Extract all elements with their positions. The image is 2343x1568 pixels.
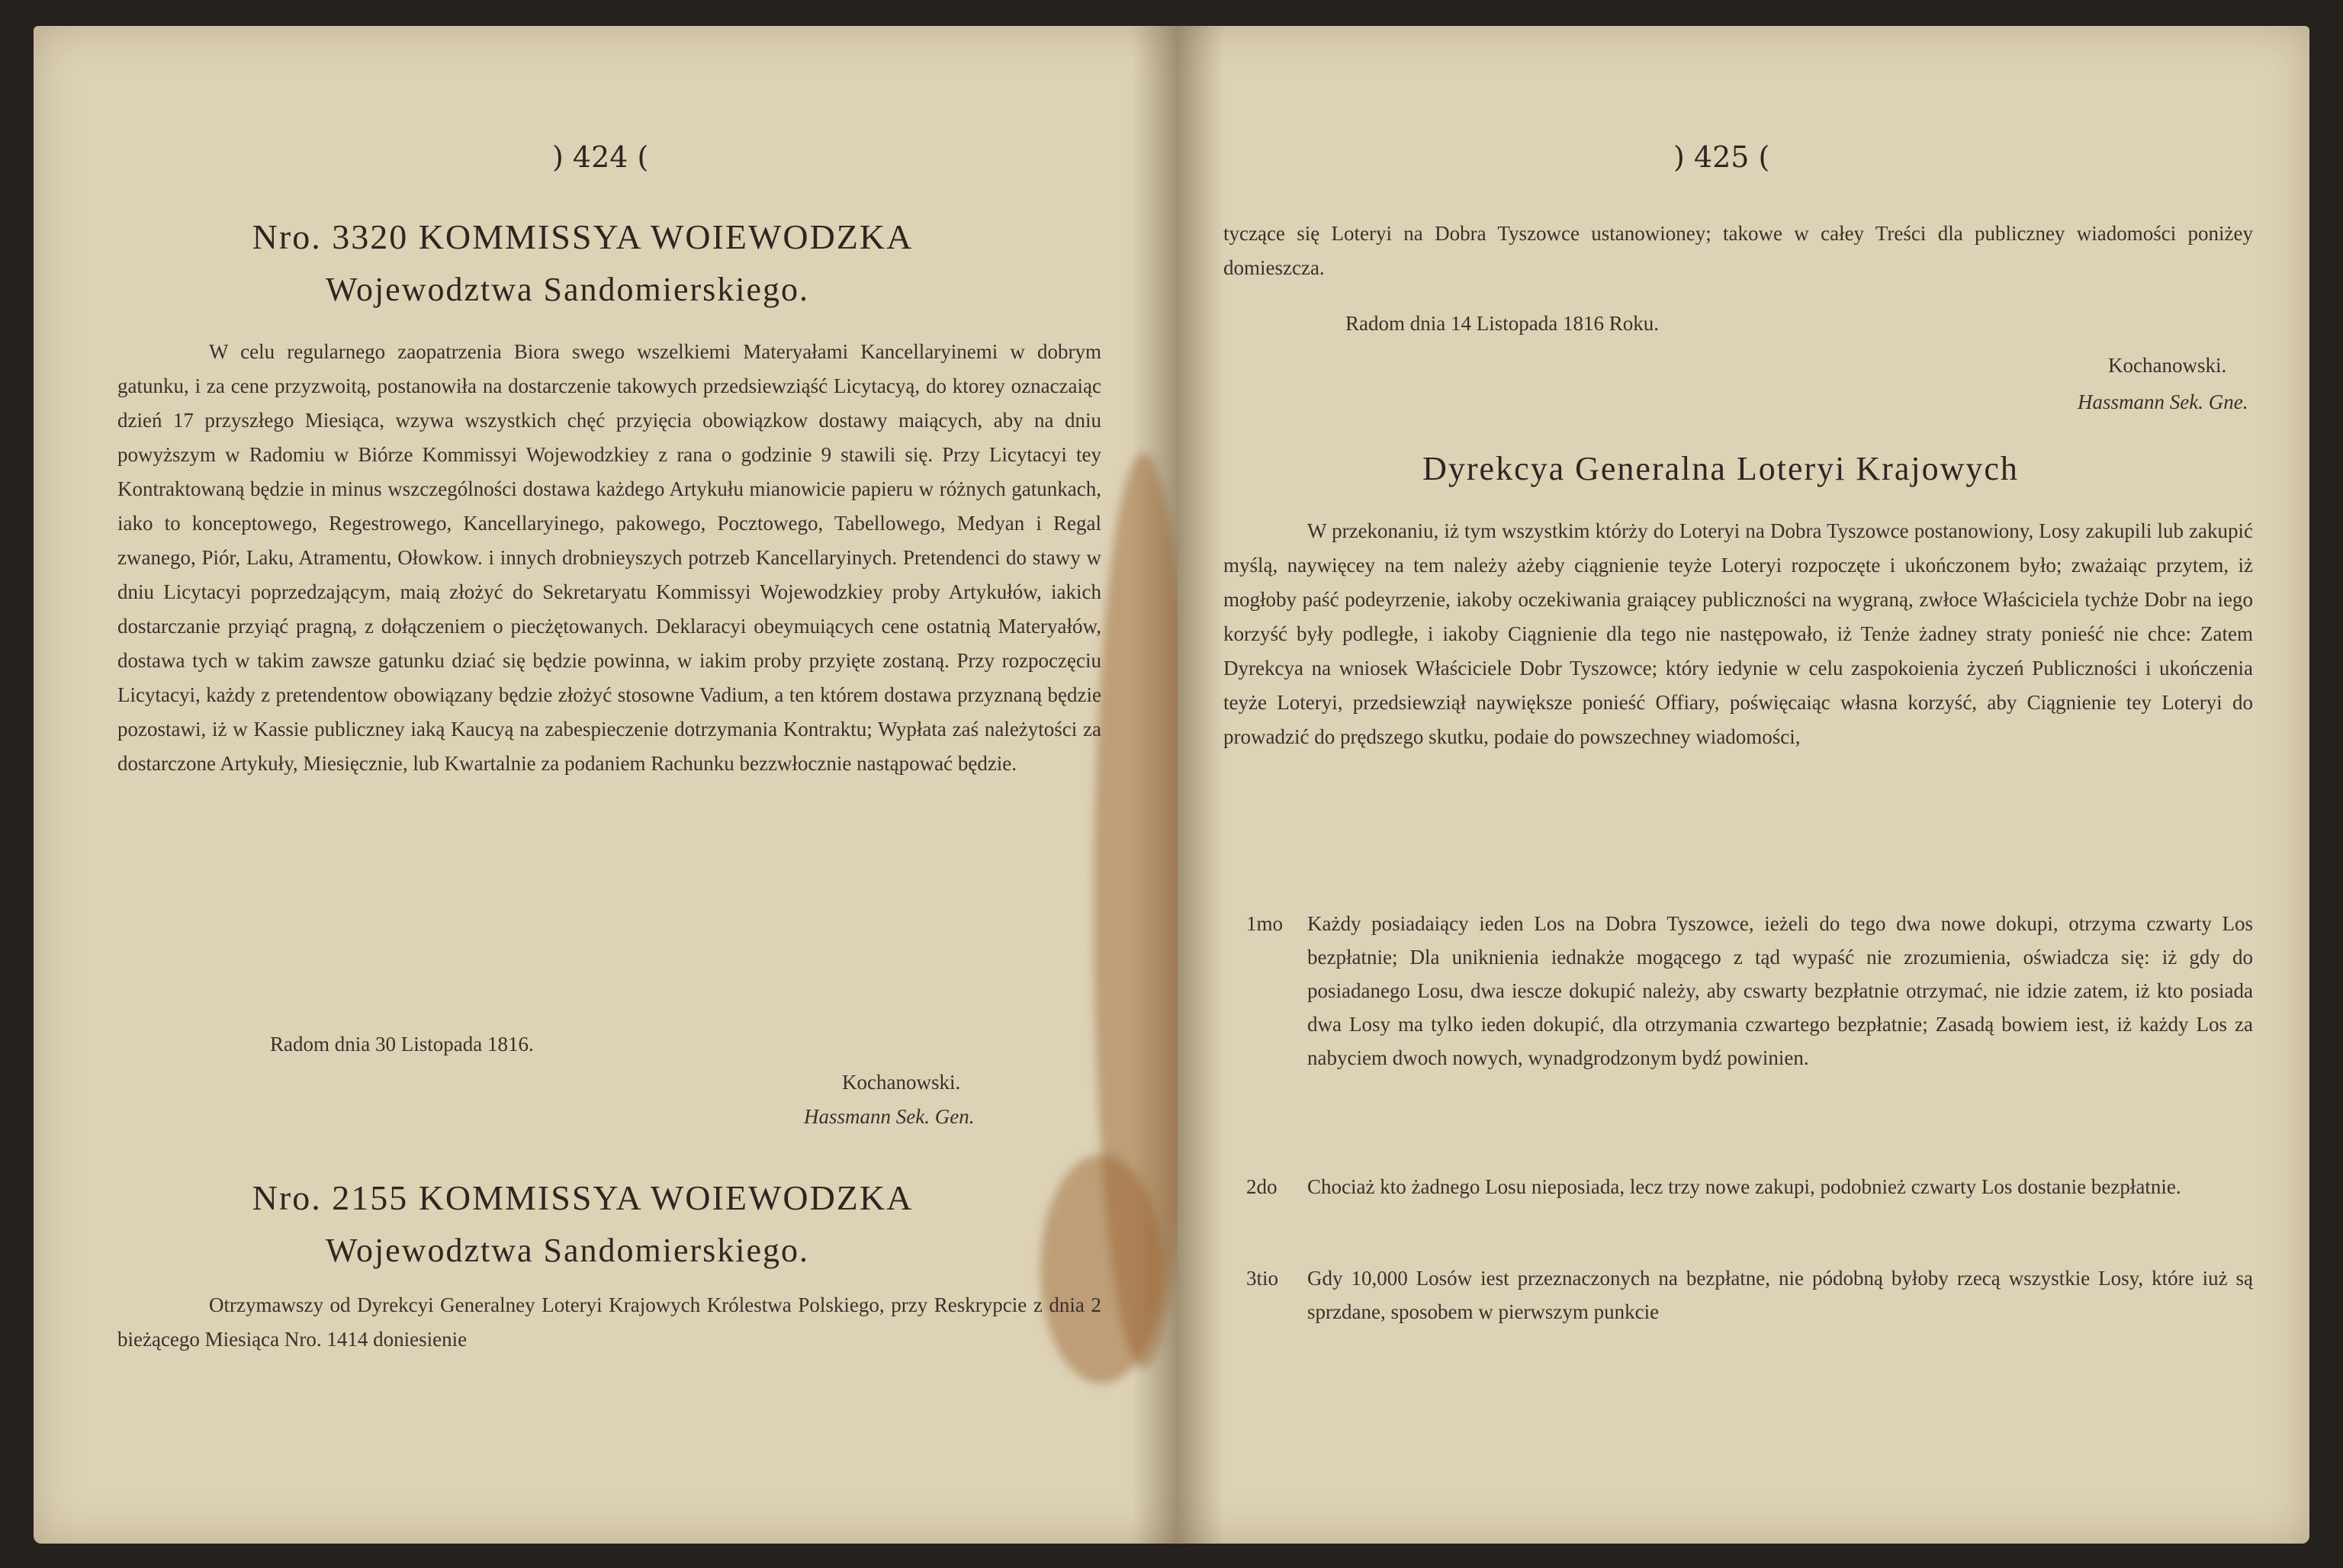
list-item (1246, 907, 2253, 1158)
list-item-number: 3tio (1246, 1267, 1279, 1290)
left-page (34, 26, 1178, 1544)
list-item-number: 2do (1246, 1175, 1278, 1198)
list-item-text: Każdy posiadaiący ieden Los na Dobra Tyszowce, ieżeli do tego dwa nowe dokupi, otrzyma czwarty Los bezpłatnie; Dla uniknienia iednakże mogącego z tąd wypaść nie zrozumienia, oświadcza się: iż gdy do posiadanego Losu, dwa iescze dokupić należy, aby cswarty bezpłatnie otrzymać, nie idzie zatem, iż kto posiada dwa Losy ma tylko ieden dokupić, dla otrzymania czwartego bezpłatnie; Zasadą bowiem iest, iż każdy Los za nabyciem dwoch nowych, wynadgrodzonym bydź powinien. (1307, 912, 2253, 1069)
signature: Kochanowski. (2108, 354, 2227, 377)
notice-1-title: Nro. 3320 KOMMISSYA WOIEWODZKA (252, 217, 914, 256)
page-number: ) 425 ( (1673, 140, 1770, 174)
intro-body: tyczące się Loteryi na Dobra Tyszowce ustanowioney; takowe w całey Treści dla publiczney wiadomości poniżey domieszcza. (1223, 222, 2253, 279)
secretary: Hassmann Sek. Gne. (2078, 390, 2248, 413)
notice-2-subtitle: Wojewodztwa Sandomierskiego. (325, 1232, 810, 1269)
main-body (1223, 514, 2253, 754)
main-body-text: W przekonaniu, iż tym wszystkim którży do Loteryi na Dobra Tyszowce postanowiony, Losy zakupili lub zakupić myślą, naywięcey na tem należy ażeby ciągnienie teyże Loteryi rozpoczęte i ukończonem było; zważaiąc przytem, iż mogłoby paść podeyrzenie, iakoby oczekiwania graiącey publiczności na wygraną, zwłoce Właściciela tychże Dobr na iego korzyść były podległe, i iakoby Ciągnienie dla tego nie następowało, iż Tenże żadney straty ponieść nie chce: Zatem Dyrekcya na wniosek Właściciele Dobr Tyszowce; który iedynie w celu zaspokoienia życzeń Publiczności i ukończenia teyże Loteryi, przedsiewziął naywiększe ponieść Offiary, poświęcaiąc własna korzyść, aby Ciągnienie tey Loteryi do prowadzić do prędszego skutku, podaie do powszechney wiadomości, (1223, 519, 2253, 748)
intro-text (1223, 217, 2253, 285)
notice-2-body (117, 1288, 1101, 1357)
notice-1-signature: Kochanowski. (842, 1071, 961, 1094)
right-page (1178, 26, 2309, 1544)
list-item (1246, 1170, 2253, 1246)
page-number: ) 424 ( (552, 140, 649, 174)
notice-2-title: Nro. 2155 KOMMISSYA WOIEWODZKA (252, 1178, 914, 1217)
list-item (1246, 1261, 2253, 1353)
list-item-number: 1mo (1246, 912, 1284, 935)
notice-2-body-text: Otrzymawszy od Dyrekcyi Generalney Loteryi Krajowych Królestwa Polskiego, przy Reskrypcie z dnia 2 bieżącego Miesiąca Nro. 1414 doniesienie (117, 1293, 1101, 1351)
date-line: Radom dnia 14 Listopada 1816 Roku. (1345, 312, 1659, 335)
list-item-text: Chociaż kto żadnego Losu nieposiada, lecz trzy nowe zakupi, podobnież czwarty Los dostanie bezpłatnie. (1307, 1175, 2181, 1198)
notice-1-date: Radom dnia 30 Listopada 1816. (270, 1033, 534, 1056)
list-item-text: Gdy 10,000 Losów iest przeznaczonych na bezpłatne, nie pódobną byłoby rzecą wszystkie Losy, które iuż są sprzdane, sposobem w pierwszym punkcie (1307, 1267, 2253, 1323)
notice-1-body-text: W celu regularnego zaopatrzenia Biora swego wszelkiemi Materyałami Kancellaryinemi w dobrym gatunku, i za cene przyzwoitą, postanowiła na dostarczenie takowych przedsiewziąść Licytacyą, do ktorey oznaczaiąc dzień 17 przyszłego Miesiąca, wzywa wszystkich chęć przyięcia obowiązkow dostawy maiących, aby na dniu powyższym w Radomiu w Biórze Kommissyi Wojewodzkiey z rana o godzinie 9 stawili się. Przy Licytacyi tey Kontraktowaną będzie in minus wszczególności dostawa każdego Artykułu mianowicie papieru w różnych gatunkach, iako to konceptowego, Regestrowego, Kancellaryinego, pakowego, Pocztowego, Tabellowego, Medyan i Regal zwanego, Piór, Laku, Atramentu, Ołowkow. i innych drobnieyszych potrzeb Kancellaryinych. Pretendenci do stawy w dniu Licytacyi poprzedzającym, maią złożyć do Sekretaryatu Kommissyi Wojewodzkiey proby Artykułów, iakich dostarczanie przyiąć pragną, z dołączeniem o piecżętowanych. Deklaracyi obeymuiących cene ostatnią Materyałów, dostawa tych w takim zawsze gatunku dziać się będzie powinna, w iakim proby przyięte zostaną. Przy rozpoczęciu Licytacyi, każdy z pretendentow obowiązany będzie złożyć stosowne Vadium, a ten którem dostawa przyznaną będzie pozostawi, iż w Kassie publiczney iaką Kaucyą na zabespieczenie dotrzymania Kontraktu; Wypłata zaś należytości za dostarczone Artykuły, Miesięcznie, lub Kwartalnie za podaniem Rachunku bezzwłocznie nastąpować będzie. (117, 340, 1101, 775)
right-gutter-shadow (1178, 26, 1223, 1544)
notice-1-subtitle: Wojewodztwa Sandomierskiego. (325, 271, 810, 308)
section-heading: Dyrekcya Generalna Loteryi Krajowych (1422, 450, 2019, 487)
notice-1-body (117, 335, 1101, 781)
notice-1-secretary: Hassmann Sek. Gen. (804, 1105, 975, 1128)
